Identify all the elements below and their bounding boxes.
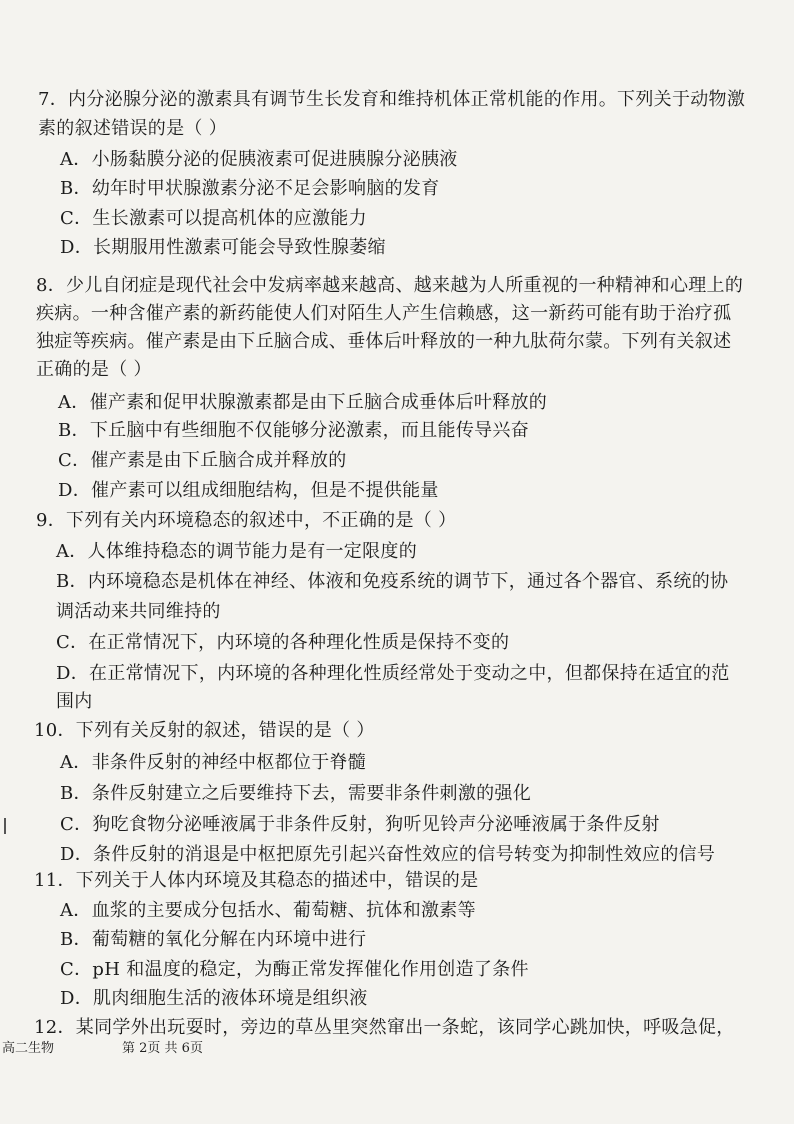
q9-option-d-line-2: 围内 [56,691,93,712]
q9-option-d-line-1: D．在正常情况下，内环境的各种理化性质经常处于变动之中，但都保持在适宜的范 [56,663,730,684]
q12-stem-line-1: 12．某同学外出玩耍时，旁边的草丛里突然窜出一条蛇，该同学心跳加快，呼吸急促， [34,1017,735,1038]
q8-option-b: B．下丘脑中有些细胞不仅能够分泌激素，而且能传导兴奋 [58,420,530,441]
q11-option-c: C．pH 和温度的稳定，为酶正常发挥催化作用创造了条件 [60,959,529,980]
q9-option-b-line-1: B．内环境稳态是机体在神经、体液和免疫系统的调节下，通过各个器官、系统的协 [56,571,729,592]
q7-stem-line-1: 7．内分泌腺分泌的激素具有调节生长发育和维持机体正常机能的作用。下列关于动物激 [38,89,746,110]
q11-stem: 11．下列关于人体内环境及其稳态的描述中，错误的是 [34,870,479,891]
footer-subject: 高二生物 [2,1041,55,1056]
q11-option-b: B．葡萄糖的氧化分解在内环境中进行 [60,929,367,950]
q9-option-b-line-2: 调活动来共同维持的 [56,601,221,622]
q9-option-c: C．在正常情况下，内环境的各种理化性质是保持不变的 [56,632,510,653]
q8-option-c: C．催产素是由下丘脑合成并释放的 [58,450,347,471]
q10-option-c: C．狗吃食物分泌唾液属于非条件反射，狗听见铃声分泌唾液属于条件反射 [60,814,660,835]
q7-option-b: B．幼年时甲状腺激素分泌不足会影响脑的发育 [60,178,440,199]
q8-stem-line-1: 8．少儿自闭症是现代社会中发病率越来越高、越来越为人所重视的一种精神和心理上的 [36,275,744,296]
q8-option-a: A．催产素和促甲状腺激素都是由下丘脑合成垂体后叶释放的 [58,392,548,413]
q11-option-a: A．血浆的主要成分包括水、葡萄糖、抗体和激素等 [60,900,476,921]
q10-option-b: B．条件反射建立之后要维持下去，需要非条件刺激的强化 [60,783,532,804]
q10-stem: 10．下列有关反射的叙述，错误的是（ ） [34,720,375,741]
q9-stem: 9．下列有关内环境稳态的叙述中，不正确的是（ ） [36,510,457,531]
q8-stem-line-4: 正确的是（ ） [36,359,152,380]
footer-page-number: 第 2页 共 6页 [122,1041,203,1056]
q10-option-d: D．条件反射的消退是中枢把原先引起兴奋性效应的信号转变为抑制性效应的信号 [60,844,716,865]
q8-stem-line-3: 独症等疾病。催产素是由下丘脑合成、垂体后叶释放的一种九肽荷尔蒙。下列有关叙述 [36,331,732,352]
binding-edge-mark [4,818,6,834]
q8-stem-line-2: 疾病。一种含催产素的新药能使人们对陌生人产生信赖感，这一新药可能有助于治疗孤 [36,303,732,324]
q7-option-c: C．生长激素可以提高机体的应激能力 [60,208,367,229]
q9-option-a: A．人体维持稳态的调节能力是有一定限度的 [56,541,417,562]
q7-option-d: D．长期服用性激素可能会导致性腺萎缩 [60,237,386,258]
q8-option-d: D．催产素可以组成细胞结构，但是不提供能量 [58,480,439,501]
q7-stem-line-2: 素的叙述错误的是（ ） [38,118,228,139]
q7-option-a: A．小肠黏膜分泌的促胰液素可促进胰腺分泌胰液 [60,149,458,170]
q11-option-d: D．肌肉细胞生活的液体环境是组织液 [60,988,368,1009]
q10-option-a: A．非条件反射的神经中枢都位于脊髓 [60,752,367,773]
